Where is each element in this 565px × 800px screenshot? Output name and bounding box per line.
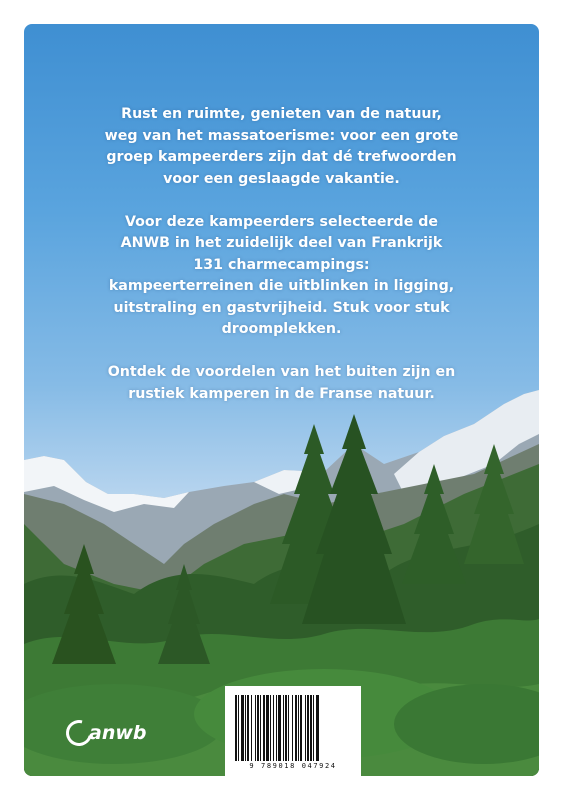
blurb-line: uitstraling en gastvrijheid. Stuk voor stuk <box>113 299 450 316</box>
barcode-bar <box>270 695 271 761</box>
back-cover-blurb <box>24 104 539 427</box>
barcode-bar <box>288 695 289 761</box>
back-cover <box>24 24 539 776</box>
barcode-bar <box>273 695 274 761</box>
barcode-bar <box>310 695 312 761</box>
blurb-line: Voor deze kampeerders selecteerde de <box>124 213 439 230</box>
anwb-logo-icon <box>61 715 97 751</box>
barcode-bar <box>316 695 319 761</box>
barcode-bar <box>247 695 249 761</box>
barcode-bar <box>276 695 277 761</box>
barcode-bar <box>305 695 306 761</box>
barcode-bar <box>238 695 239 761</box>
barcode-bar <box>241 695 244 761</box>
anwb-logo <box>66 720 147 746</box>
blurb-line: ANWB in het zuidelijk deel van Frankrijk <box>120 235 443 251</box>
barcode-bar <box>292 695 293 761</box>
barcode-bar <box>278 695 281 761</box>
barcode-bar <box>266 695 269 761</box>
barcode-bar <box>313 695 314 761</box>
barcode-bar <box>255 695 256 761</box>
blurb-line: groep kampeerders zijn dat dé trefwoorden <box>106 149 457 165</box>
blurb-line: kampeerterreinen die uitblinken in ligging, <box>108 278 455 294</box>
barcode-bar <box>263 695 265 761</box>
barcode-bar <box>283 695 284 761</box>
barcode-bars <box>235 695 351 761</box>
blurb-line: Rust en ruimte, genieten van de natuur, <box>121 106 442 122</box>
blurb-paragraph-2 <box>24 212 539 341</box>
isbn-number: 9 789018 047924 <box>249 762 337 770</box>
barcode <box>225 686 361 776</box>
blurb-line: rustiek kamperen in de Franse natuur. <box>128 385 435 402</box>
barcode-bar <box>298 695 299 761</box>
barcode-bar <box>285 695 287 761</box>
blurb-line: 131 charmecampings: <box>193 256 370 273</box>
barcode-bar <box>235 695 237 761</box>
blurb-paragraph-1 <box>24 104 539 190</box>
barcode-bar <box>257 695 259 761</box>
barcode-bar <box>300 695 302 761</box>
barcode-bar <box>295 695 297 761</box>
barcode-bar <box>245 695 246 761</box>
blurb-paragraph-3 <box>24 362 539 405</box>
blurb-line: Ontdek de voordelen van het buiten zijn en <box>107 364 456 380</box>
barcode-bar <box>307 695 309 761</box>
blurb-line: droomplekken. <box>221 321 342 337</box>
anwb-logo-text: anwb <box>89 722 147 744</box>
barcode-bar <box>251 695 252 761</box>
barcode-bar <box>260 695 261 761</box>
blurb-line: weg van het massatoerisme: voor een grote <box>104 127 459 144</box>
blurb-line: voor een geslaagde vakantie. <box>163 170 400 187</box>
